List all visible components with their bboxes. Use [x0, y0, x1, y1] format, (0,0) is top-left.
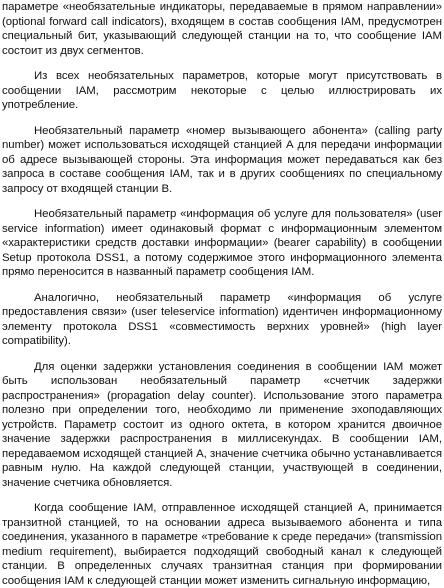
- paragraph-2: Из всех необязательных параметров, которые могут присутствовать в сообщении IAM, рассмотрим некоторые с целью иллюстрировать их употребление.: [2, 70, 442, 111]
- paragraph-7: Когда сообщение IAM, отправленное исходящей станцией А, принимается транзитной станцией, то на основании адреса вызываемого абонента и типа соединения, указанного в параметре «требование к среде передачи» (transmission medium requirement), выбирается подходящий свободный канал к следующей станции. В определенных случаях транзитная станция при формировании сообщения IAM к следующей станции может изменить сигнальную информацию,: [2, 502, 442, 587]
- paragraph-4: Необязательный параметр «информация об услуге для пользователя» (user service information) имеет одинаковый формат с информационным элементом «характеристики средств доставки информации» (bearer capability) в сообщении Setup протокола DSS1, а потому содержимое этого информационного элемента прямо переносится в названный параметр сообщения IAM.: [2, 208, 442, 278]
- paragraph-6: Для оценки задержки установления соединения в сообщении IAM может быть использован необязательный параметр «счетчик задержки распространения» (propagation delay counter). Использование этого параметра полезно при определении того, необходимо ли применение эхоподавляющих устройств. Параметр состоит из одного октета, в котором хранится двоичное значение задержки распространения в миллисекундах. В сообщении IAM, передаваемом исходящей станцией А, значение счетчика обычно устанавливается равным нулю. На каждой следующей станции, участвующей в соединении, значение счетчика обновляется.: [2, 360, 442, 489]
- paragraph-1: параметре «необязательные индикаторы, передаваемые в прямом направлении» (optional forward call indicators), входящем в состав сообщения IAM, предусмотрен специальный бит, указывающий следующей станции на то, что сообщение IAM состоит из двух сегментов.: [2, 1, 442, 57]
- document-page: [2, 0, 442, 587]
- paragraph-5: Аналогично, необязательный параметр «информация об услуге предоставления связи» (user teleservice information) идентичен информационному элементу протокола DSS1 «совместимость верхних уровней» (high layer compatibility).: [2, 291, 442, 347]
- paragraph-3: Необязательный параметр «номер вызывающего абонента» (calling party number) может использоваться исходящей станцией А для передачи информации об адресе вызывающей стороны. Эта информация может передаваться как без запроса в составе сообщения IAM, так и в других сообщениях по специальному запросу от входящей станции В.: [2, 124, 442, 195]
